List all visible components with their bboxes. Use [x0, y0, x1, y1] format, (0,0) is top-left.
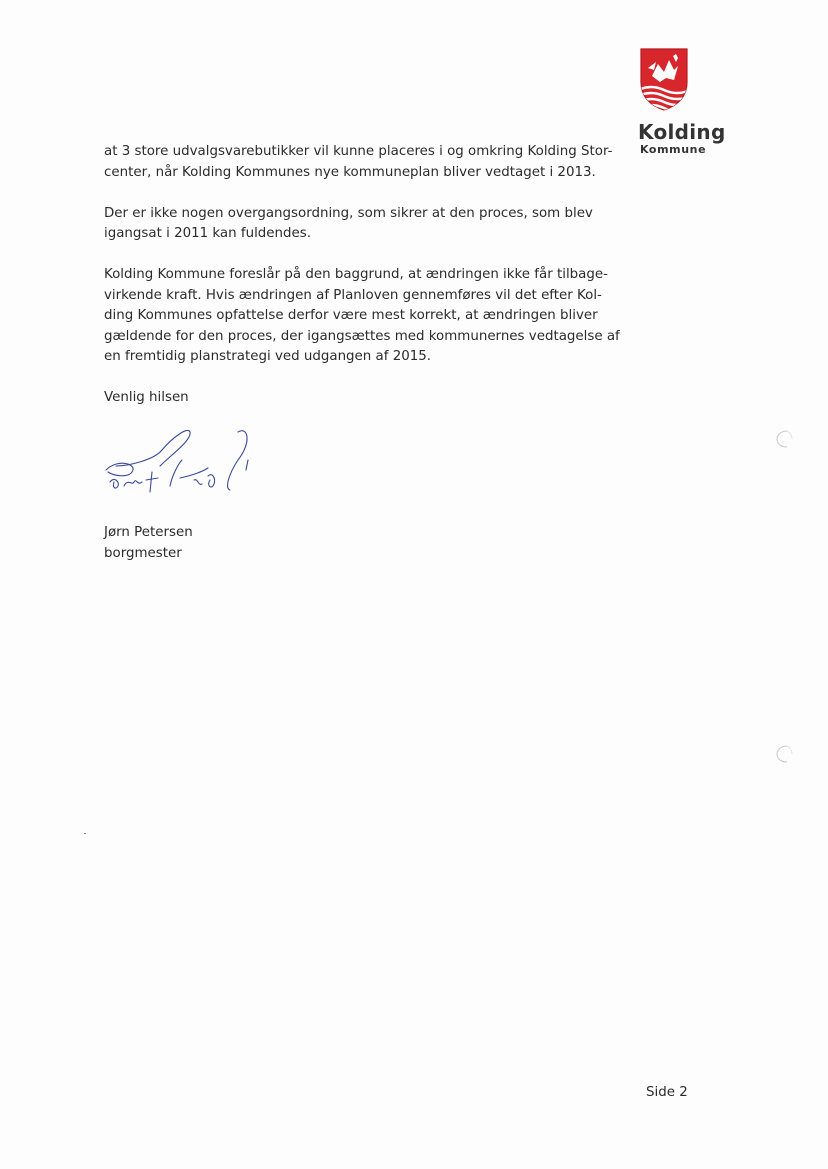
text-line: Kolding Kommune foreslår på den baggrund, at ændringen ikke får tilbage- — [104, 267, 608, 282]
closing — [104, 388, 624, 409]
paragraph — [104, 142, 624, 183]
text-line: at 3 store udvalgsvarebutikker vil kunne placeres i og omkring Kolding Stor- — [104, 144, 613, 159]
text-line: virkende kraft. Hvis ændringen af Planloven gennemføres vil det efter Kol- — [104, 287, 602, 303]
letter-body — [104, 142, 624, 429]
text-line: en fremtidig planstrategi ved udgangen af 2015. — [104, 349, 432, 364]
signer-name: Jørn Petersen — [104, 525, 193, 540]
text-line: igangsat i 2011 kan fuldendes. — [104, 226, 311, 241]
signer-title: borgmester — [104, 545, 182, 561]
signer-block — [104, 523, 193, 564]
logo-subtitle: Kommune — [640, 143, 707, 156]
text-line: ding Kommunes opfattelse derfor være mest korrekt, at ændringen bliver — [104, 308, 598, 323]
logo-name: Kolding — [638, 120, 726, 144]
text-line: gældende for den proces, der igangsættes med kommunernes vedtagelse af — [104, 328, 620, 344]
punch-hole-mark — [775, 744, 793, 764]
kolding-kommune-logo — [636, 46, 736, 156]
paragraph — [104, 204, 624, 245]
page-number: Side 2 — [646, 1085, 688, 1100]
text-line: center, når Kolding Kommunes nye kommuneplan bliver vedtaget i 2013. — [104, 164, 596, 180]
paragraph — [104, 265, 624, 368]
text-line: Der er ikke nogen overgangsordning, som sikrer at den proces, som blev — [104, 205, 593, 221]
punch-hole-mark — [775, 429, 793, 449]
scan-speck — [84, 833, 86, 834]
handwritten-signature — [98, 420, 268, 505]
closing-line: Venlig hilsen — [104, 390, 189, 405]
coat-of-arms-icon — [638, 46, 690, 112]
